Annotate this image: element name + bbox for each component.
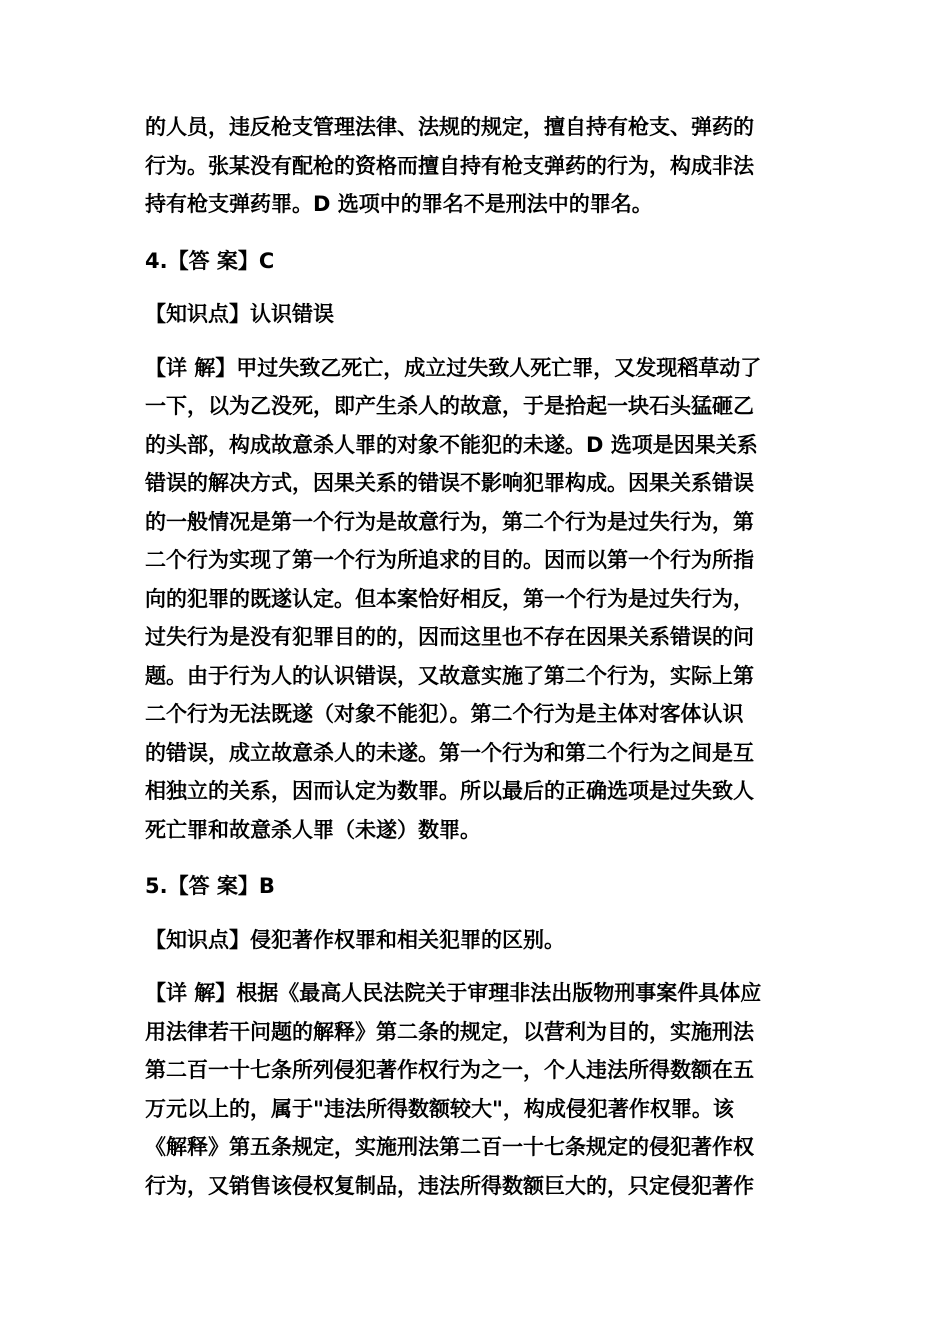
q4-knowledge-point <box>145 295 810 334</box>
text-line: 【详 解】甲过失致乙死亡，成立过失致人死亡罪，又发现稻草动了 <box>145 355 762 380</box>
text-line: 行为。张某没有配枪的资格而擅自持有枪支弹药的行为，构成非法 <box>145 153 754 178</box>
text-line: 二个行为无法既遂（对象不能犯）。第二个行为是主体对客体认识 <box>145 702 744 726</box>
text-line: 用法律若干问题的解释》第二条的规定，以营利为目的，实施刑法 <box>145 1019 754 1044</box>
text-line: 【知识点】认识错误 <box>145 302 334 326</box>
text-line: 过失行为是没有犯罪目的的，因而这里也不存在因果关系错误的问 <box>145 625 754 649</box>
text-line: 《解释》第五条规定，实施刑法第二百一十七条规定的侵犯著作权 <box>145 1135 754 1159</box>
text-line: 相独立的关系，因而认定为数罪。所以最后的正确选项是过失致人 <box>145 779 754 803</box>
document-body <box>145 108 810 1205</box>
text-line: 的错误，成立故意杀人的未遂。第一个行为和第二个行为之间是互 <box>145 740 754 765</box>
q5-detail-explanation <box>145 974 810 1205</box>
text-line: 一下，以为乙没死，即产生杀人的故意，于是拾起一块石头猛砸乙 <box>145 394 754 418</box>
text-line: 4.【答 案】C <box>145 248 275 273</box>
text-line: 第二百一十七条所列侵犯著作权行为之一，个人违法所得数额在五 <box>145 1058 754 1082</box>
paragraph-continuation <box>145 108 810 224</box>
text-line: 向的犯罪的既遂认定。但本案恰好相反，第一个行为是过失行为， <box>145 586 754 611</box>
q5-answer-heading <box>145 867 810 906</box>
text-line: 的人员，违反枪支管理法律、法规的规定，擅自持有枪支、弹药的 <box>145 115 754 139</box>
text-line: 行为，又销售该侵权复制品，违法所得数额巨大的，只定侵犯著作 <box>145 1173 754 1198</box>
text-line: 二个行为实现了第一个行为所追求的目的。因而以第一个行为所指 <box>145 548 754 572</box>
text-line: 【详 解】根据《最高人民法院关于审理非法出版物刑事案件具体应 <box>145 981 762 1005</box>
text-line: 万元以上的，属于"违法所得数额较大"，构成侵犯著作权罪。该 <box>145 1096 734 1121</box>
q4-answer-heading <box>145 242 810 281</box>
q5-knowledge-point <box>145 921 810 960</box>
text-line: 的一般情况是第一个行为是故意行为，第二个行为是过失行为，第 <box>145 509 754 534</box>
text-line: 持有枪支弹药罪。D 选项中的罪名不是刑法中的罪名。 <box>145 192 653 216</box>
text-line: 的头部，构成故意杀人罪的对象不能犯的未遂。D 选项是因果关系 <box>145 432 758 457</box>
text-line: 死亡罪和故意杀人罪（未遂）数罪。 <box>145 817 481 842</box>
text-line: 【知识点】侵犯著作权罪和相关犯罪的区别。 <box>145 927 565 952</box>
text-line: 错误的解决方式，因果关系的错误不影响犯罪构成。因果关系错误 <box>145 471 754 495</box>
text-line: 题。由于行为人的认识错误，又故意实施了第二个行为，实际上第 <box>145 663 754 688</box>
q4-detail-explanation <box>145 349 810 850</box>
text-line: 5.【答 案】B <box>145 874 275 898</box>
